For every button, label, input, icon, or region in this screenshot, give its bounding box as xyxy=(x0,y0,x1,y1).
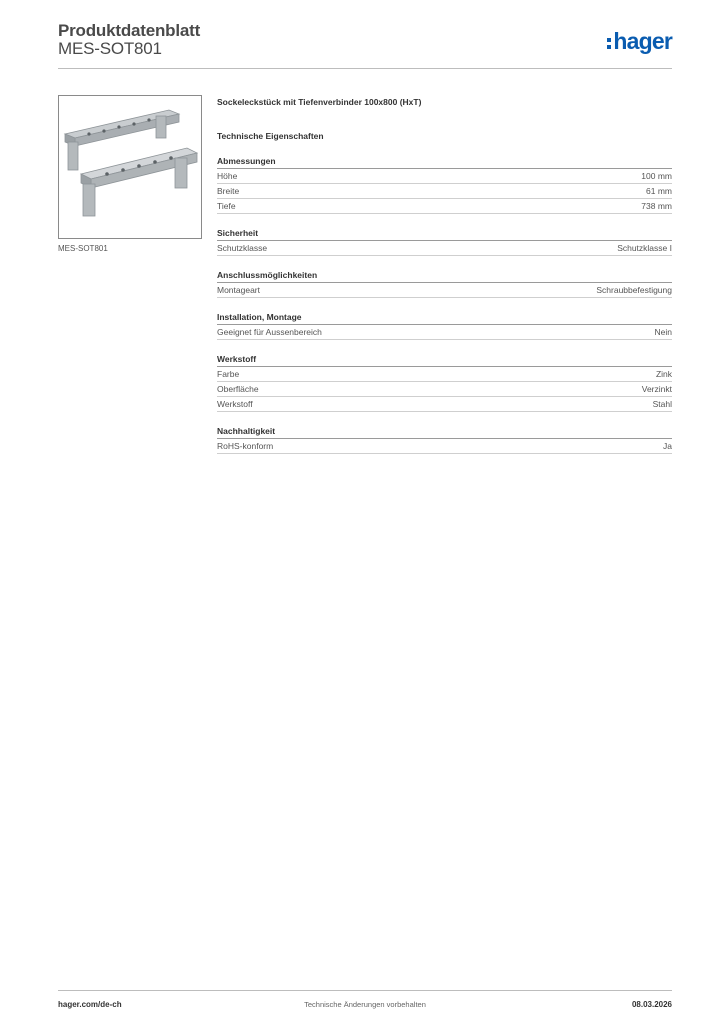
property-value: Zink xyxy=(655,369,672,379)
property-label: Geeignet für Aussenbereich xyxy=(217,327,322,337)
property-row xyxy=(217,199,672,214)
section-material xyxy=(217,353,672,412)
property-row xyxy=(217,325,672,340)
section-title: Installation, Montage xyxy=(217,311,672,325)
section-title: Abmessungen xyxy=(217,155,672,169)
section-connections xyxy=(217,269,672,298)
section-title: Sicherheit xyxy=(217,227,672,241)
property-value: Schraubbefestigung xyxy=(596,285,672,295)
properties-heading: Technische Eigenschaften xyxy=(217,131,324,141)
footer-date: 08.03.2026 xyxy=(631,1000,672,1009)
property-label: Schutzklasse xyxy=(217,243,268,253)
property-row xyxy=(217,439,672,454)
product-illustration xyxy=(59,96,201,238)
property-row xyxy=(217,283,672,298)
property-row xyxy=(217,241,672,256)
hager-logo xyxy=(607,28,672,55)
property-value: Stahl xyxy=(652,399,672,409)
property-label: Werkstoff xyxy=(217,399,253,409)
property-row xyxy=(217,169,672,184)
property-value: 61 mm xyxy=(646,186,672,196)
section-dimensions xyxy=(217,155,672,214)
property-label: Tiefe xyxy=(217,201,236,211)
property-value: Schutzklasse I xyxy=(617,243,672,253)
property-label: Breite xyxy=(217,186,240,196)
product-image xyxy=(58,95,202,239)
product-details xyxy=(217,96,672,454)
document-title: Produktdatenblatt xyxy=(58,21,201,40)
footer-website-link[interactable]: hager.com/de-ch xyxy=(58,1000,122,1009)
property-label: Montageart xyxy=(217,285,260,295)
section-title: Anschlussmöglichkeiten xyxy=(217,269,672,283)
property-value: 100 mm xyxy=(641,171,672,181)
property-row xyxy=(217,367,672,382)
section-sustainability xyxy=(217,425,672,454)
property-label: RoHS-konform xyxy=(217,441,274,451)
section-title: Werkstoff xyxy=(217,353,672,367)
property-value: Nein xyxy=(654,327,672,337)
property-value: Ja xyxy=(663,441,672,451)
property-label: Farbe xyxy=(217,369,240,379)
image-caption: MES-SOT801 xyxy=(58,244,108,253)
section-title: Nachhaltigkeit xyxy=(217,425,672,439)
document-subtitle: MES-SOT801 xyxy=(58,39,162,58)
section-installation xyxy=(217,311,672,340)
section-safety xyxy=(217,227,672,256)
property-value: 738 mm xyxy=(641,201,672,211)
page-header xyxy=(58,20,672,69)
page-footer xyxy=(58,990,672,1015)
property-row xyxy=(217,397,672,412)
product-name: Sockeleckstück mit Tiefenverbinder 100x800 (HxT) xyxy=(217,97,422,107)
property-label: Höhe xyxy=(217,171,238,181)
property-row xyxy=(217,184,672,199)
footer-notice: Technische Änderungen vorbehalten xyxy=(304,1000,426,1009)
property-value: Verzinkt xyxy=(641,384,672,394)
logo-colon-icon xyxy=(607,35,611,50)
logo-text: hager xyxy=(613,28,672,54)
property-row xyxy=(217,382,672,397)
property-label: Oberfläche xyxy=(217,384,259,394)
